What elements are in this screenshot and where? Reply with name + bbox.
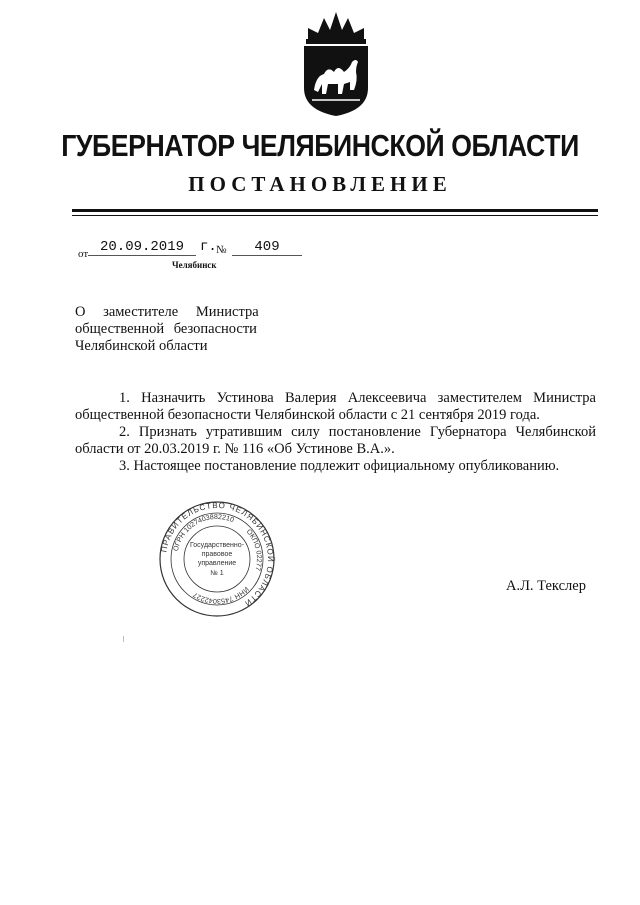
stamp-inn: ИНН 7453042227 <box>192 584 250 605</box>
subject-line: О заместителе Министра <box>75 304 259 320</box>
stamp-outer-text: ПРАВИТЕЛЬСТВО ЧЕЛЯБИНСКОЙ ОБЛАСТИ <box>159 500 276 609</box>
stamp-okpo: ОКПО 02277 <box>244 528 263 572</box>
subject-line: общественной безопасности <box>75 321 257 337</box>
body-paragraph: 2. Признать утратившим силу постановление Губернатора Челябинской области от 20.03.2019 г. № 116 «Об Устинове В.А.». <box>75 424 596 457</box>
number-label: № <box>216 244 227 256</box>
stamp-inner-line: правовое <box>201 551 233 558</box>
subject-line: Челябинской области <box>75 338 208 354</box>
header-rule-thick <box>72 209 598 212</box>
document-subject <box>75 304 265 355</box>
from-label: от <box>78 248 89 260</box>
document-type: ПОСТАНОВЛЕНИЕ <box>188 172 452 196</box>
body-paragraph: 3. Настоящее постановление подлежит официальному опубликованию. <box>119 458 560 474</box>
stamp-ogrn: ОГРН 1027403882210 <box>172 513 235 553</box>
document-body <box>75 390 596 475</box>
stamp-inner-line: управление <box>197 560 237 567</box>
signatory-name: А.Л. Текслер <box>506 578 586 594</box>
stamp-inner-line: № 1 <box>210 570 224 577</box>
year-suffix: г. <box>200 239 217 255</box>
body-paragraph: 1. Назначить Устинова Валерия Алексеевича заместителем Министра общественной безопасности Челябинской области с 21 сентября 2019 года. <box>75 390 596 423</box>
stamp-inner-line: Государственно- <box>189 542 245 549</box>
governor-title: ГУБЕРНАТОР ЧЕЛЯБИНСКОЙ ОБЛАСТИ <box>61 128 579 163</box>
header-rule-thin <box>72 215 598 216</box>
official-stamp <box>157 500 277 618</box>
svg-text:ОКПО 02277 <box>245 528 262 571</box>
document-number: 409 <box>232 239 302 256</box>
margin-mark <box>123 636 124 642</box>
city-name: Челябинск <box>172 260 217 270</box>
chelyabinsk-coat-of-arms-icon <box>294 6 378 118</box>
document-date: 20.09.2019 <box>88 239 196 256</box>
